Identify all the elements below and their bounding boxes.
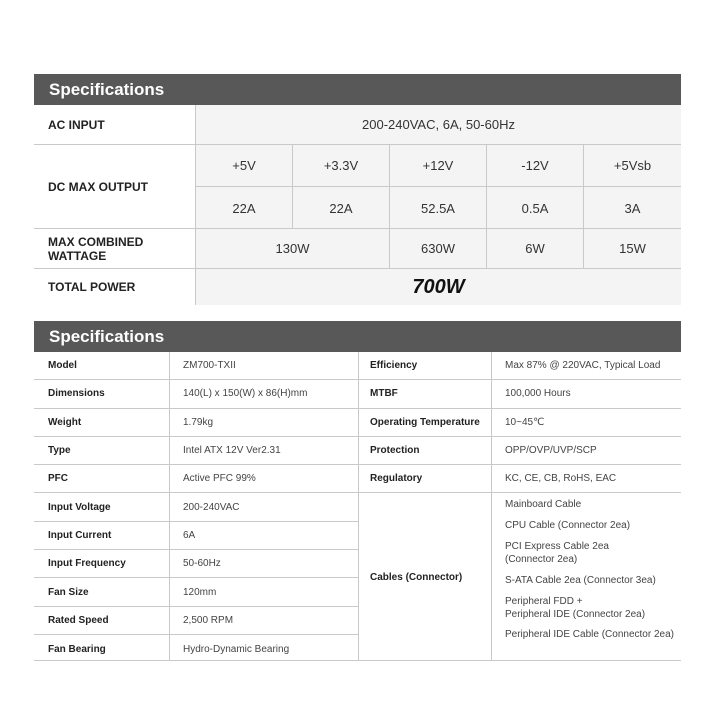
spec-row <box>34 494 358 522</box>
spec-value: KC, CE, CB, RoHS, EAC <box>505 473 617 485</box>
cables-label: Cables (Connector) <box>370 571 463 583</box>
current-5v: 22A <box>232 200 256 216</box>
current-neg12v: 0.5A <box>521 200 549 216</box>
spec-key: Regulatory <box>370 473 423 485</box>
spec-key: Dimensions <box>48 388 105 400</box>
spec-value: ZM700-TXII <box>183 360 236 372</box>
spec-value: 120mm <box>183 586 217 598</box>
max-combined-label-line1: MAX COMBINED <box>48 234 144 249</box>
dc-max-output-label: DC MAX OUTPUT <box>34 145 196 228</box>
spec-value: Hydro-Dynamic Bearing <box>183 643 290 655</box>
spec-key: Input Voltage <box>48 501 111 513</box>
spec-value: 2,500 RPM <box>183 614 234 626</box>
spec-value: 100,000 Hours <box>505 388 571 400</box>
cable-item-line: S-ATA Cable 2ea (Connector 3ea) <box>505 574 656 586</box>
cable-item <box>505 540 609 566</box>
power-spec-table <box>34 105 681 305</box>
spec-row <box>34 522 358 550</box>
rail-neg12v: -12V <box>521 158 549 173</box>
table-bottom-border <box>34 660 681 661</box>
spec-value: 6A <box>183 529 196 541</box>
spec-key: MTBF <box>370 388 398 400</box>
dc-max-output-row <box>34 145 681 229</box>
spec-key: PFC <box>48 473 68 485</box>
cable-item <box>505 574 656 587</box>
cable-item-line: CPU Cable (Connector 2ea) <box>505 519 631 531</box>
current-12v: 52.5A <box>421 200 455 216</box>
cables-list <box>491 494 681 662</box>
cable-item <box>505 595 645 621</box>
section-title-2: Specifications <box>34 321 681 352</box>
spec-value: Max 87% @ 220VAC, Typical Load <box>505 360 661 372</box>
combined-5v-3v3: 130W <box>275 241 310 256</box>
spec-row <box>34 465 358 493</box>
cable-item-line: PCI Express Cable 2ea <box>505 540 609 552</box>
spec-key: Efficiency <box>370 360 418 372</box>
cable-item <box>505 519 630 532</box>
spec-key: Operating Temperature <box>370 416 480 428</box>
max-combined-label-line2: WATTAGE <box>48 248 107 263</box>
cable-item <box>505 628 674 641</box>
spec-row <box>358 465 681 493</box>
rail-5vsb: +5Vsb <box>613 158 652 173</box>
cable-item-line: (Connector 2ea) <box>505 553 578 565</box>
spec-value: Active PFC 99% <box>183 473 256 485</box>
spec-key: Protection <box>370 445 420 457</box>
rail-12v: +12V <box>422 158 454 173</box>
spec-row <box>34 380 358 408</box>
total-power-row <box>34 269 681 305</box>
current-5vsb: 3A <box>624 200 641 216</box>
spec-value: Intel ATX 12V Ver2.31 <box>183 445 281 457</box>
combined-neg12v: 6W <box>525 241 545 256</box>
spec-row <box>34 352 358 380</box>
combined-5vsb: 15W <box>619 241 646 256</box>
spec-key: Rated Speed <box>48 614 109 626</box>
spec-key: Type <box>48 445 71 457</box>
cable-item-line: Peripheral FDD + <box>505 595 583 607</box>
spec-key: Fan Bearing <box>48 643 106 655</box>
spec-value: OPP/OVP/UVP/SCP <box>505 445 597 457</box>
total-power-label: TOTAL POWER <box>34 269 196 305</box>
rail-5v: +5V <box>232 158 256 173</box>
spec-row <box>358 409 681 437</box>
spec-row <box>34 607 358 635</box>
combined-12v: 630W <box>421 241 455 256</box>
spec-key: Weight <box>48 416 82 428</box>
spec-value: 140(L) x 150(W) x 86(H)mm <box>183 388 308 400</box>
ac-input-row <box>34 105 681 145</box>
spec-value: 50-60Hz <box>183 558 221 570</box>
spec-key: Input Frequency <box>48 558 126 570</box>
spec-row <box>34 550 358 578</box>
cable-item-line: Mainboard Cable <box>505 498 582 510</box>
spec-key: Input Current <box>48 529 112 541</box>
spec-value: 10~45℃ <box>505 416 545 428</box>
spec-key: Fan Size <box>48 586 89 598</box>
total-power-number: 700W <box>412 275 465 298</box>
cable-item <box>505 498 581 511</box>
spec-row <box>34 578 358 606</box>
spec-row <box>358 352 681 380</box>
general-spec-table <box>34 352 681 661</box>
cable-item-line: Peripheral IDE Cable (Connector 2ea) <box>505 628 674 640</box>
cable-item-line: Peripheral IDE (Connector 2ea) <box>505 608 646 620</box>
max-combined-row <box>34 229 681 269</box>
spec-row <box>34 409 358 437</box>
current-3v3: 22A <box>329 200 353 216</box>
spec-row <box>358 380 681 408</box>
max-combined-label <box>34 229 196 268</box>
spec-row <box>34 437 358 465</box>
section-title-1: Specifications <box>34 74 681 105</box>
spec-row <box>358 437 681 465</box>
rail-3v3: +3.3V <box>323 158 359 173</box>
spec-value: 200-240VAC <box>183 501 240 513</box>
ac-input-value: 200-240VAC, 6A, 50-60Hz <box>362 117 515 132</box>
total-power-value <box>196 269 681 305</box>
ac-input-label: AC INPUT <box>34 105 196 144</box>
spec-key: Model <box>48 360 77 372</box>
spec-value: 1.79kg <box>183 416 214 428</box>
